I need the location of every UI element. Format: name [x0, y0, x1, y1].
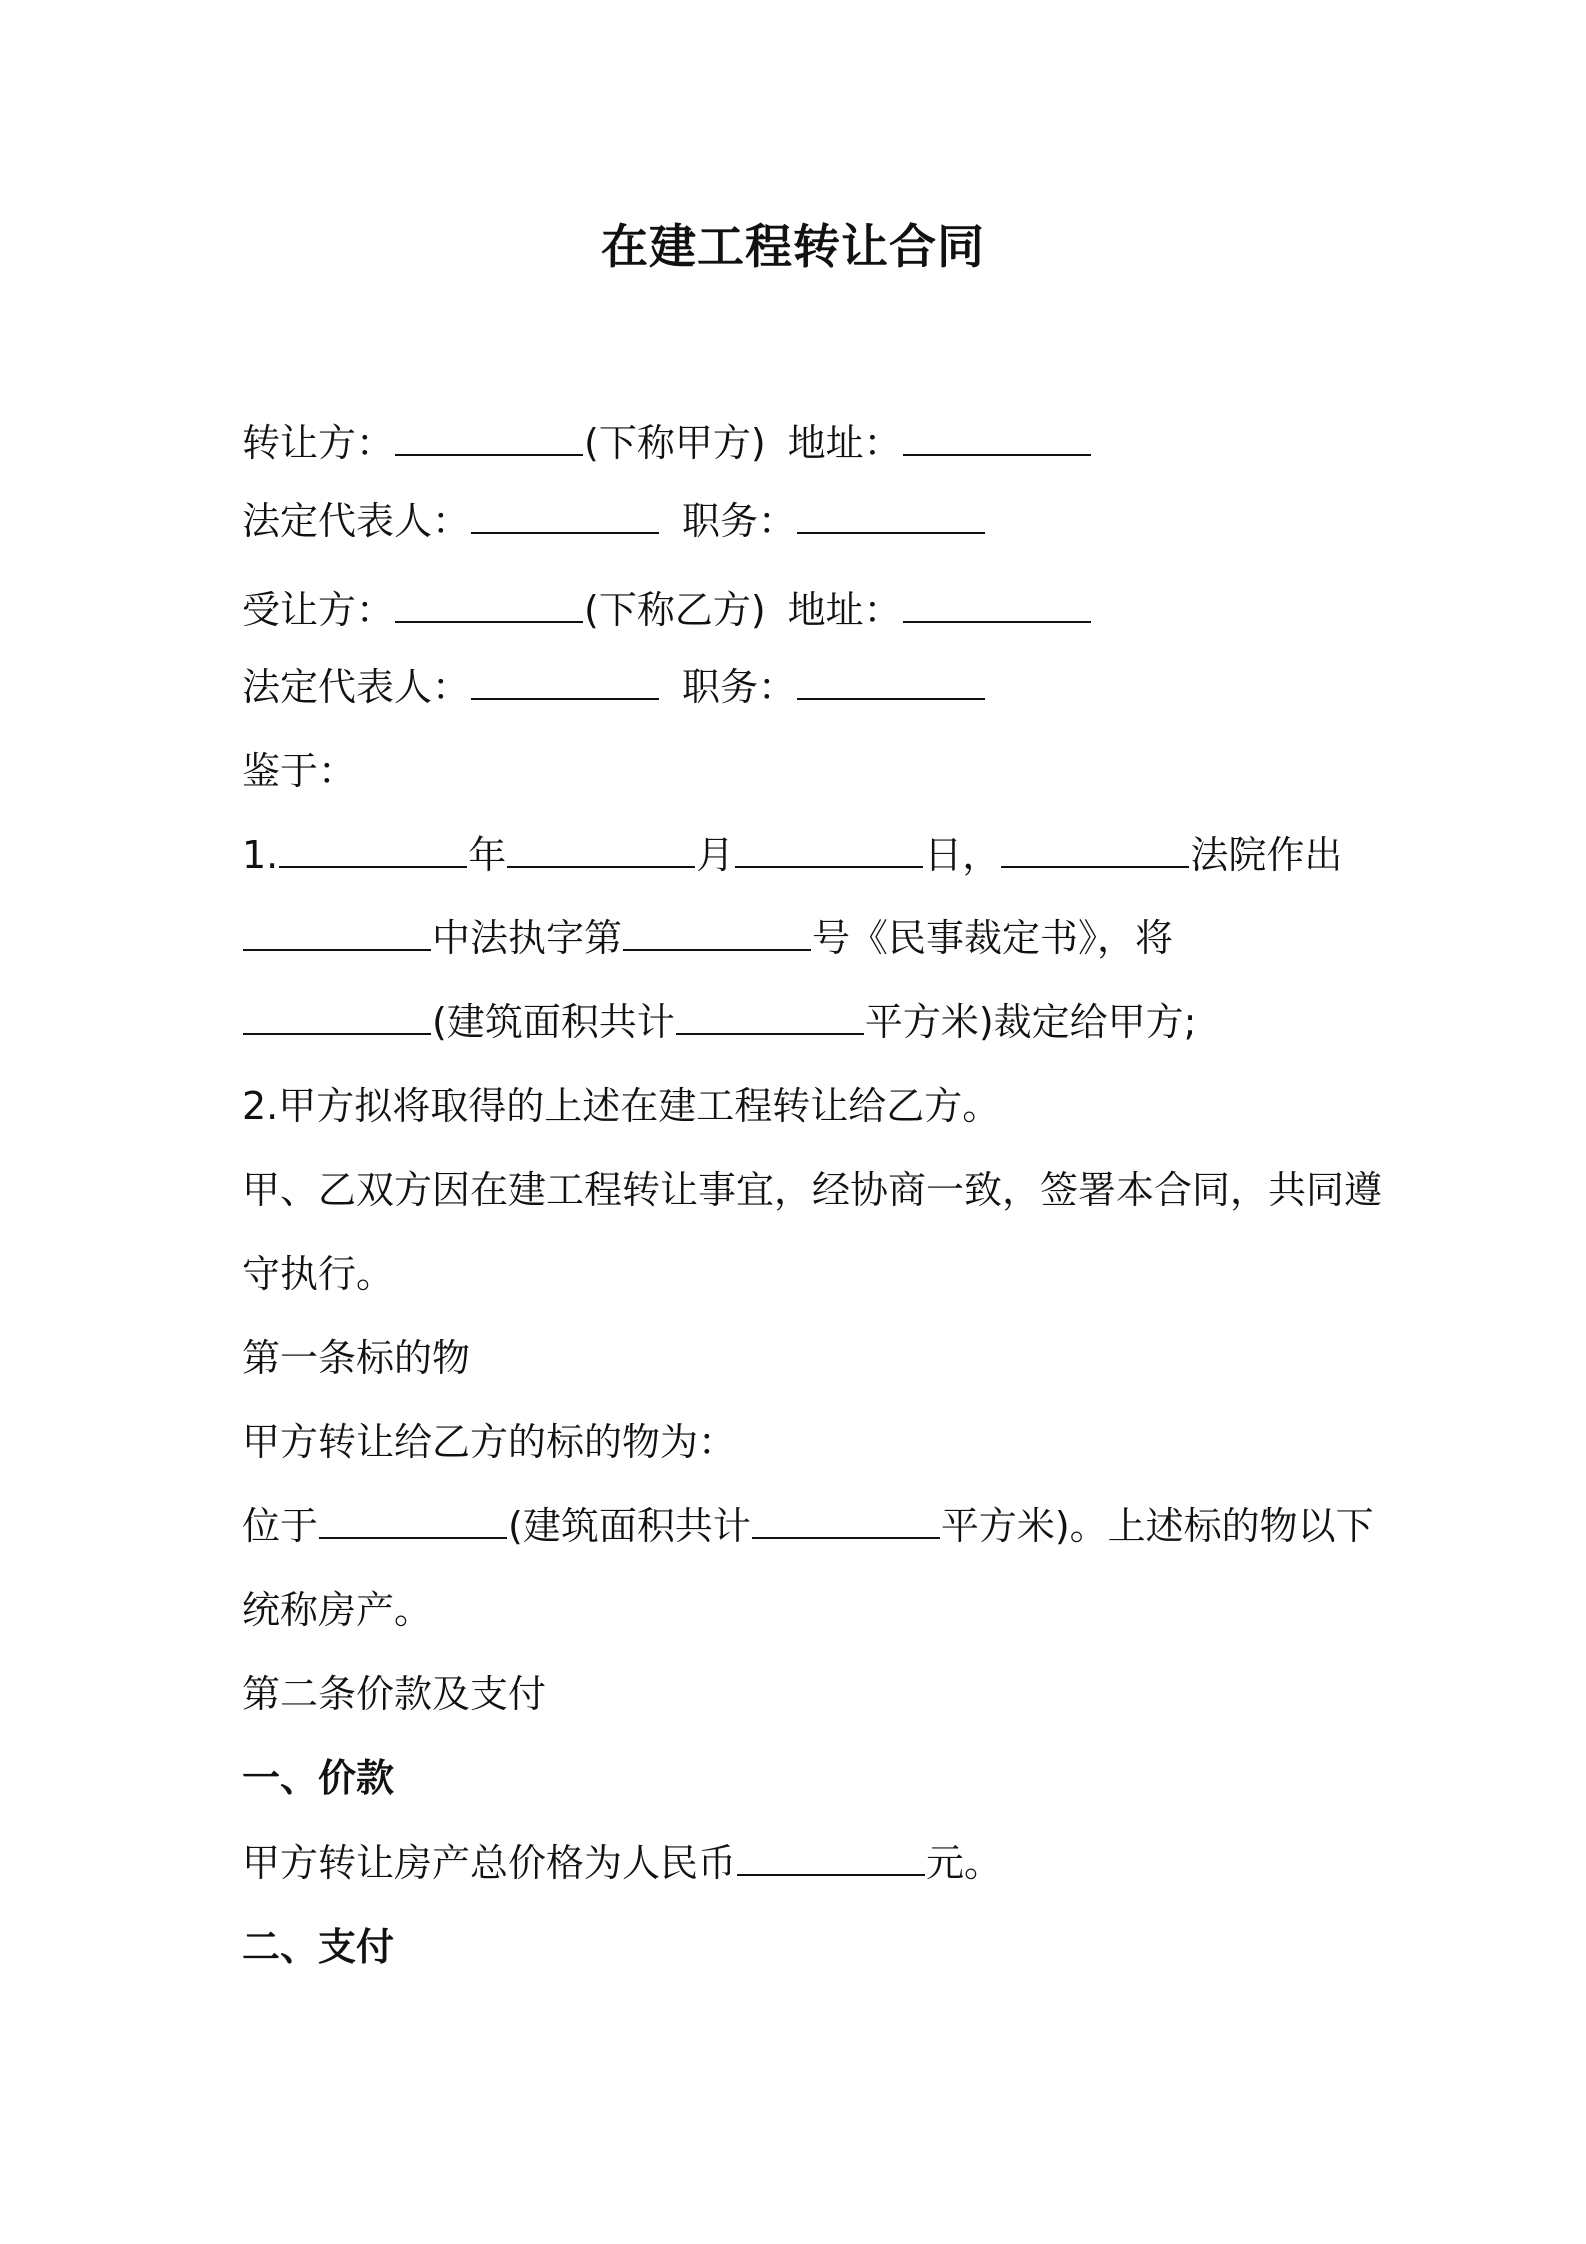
article-1-location-line	[242, 1501, 1374, 1551]
ruling-number-blank[interactable]	[623, 917, 811, 951]
party-a-address-label: 地址：	[787, 421, 902, 465]
price-unit: 元。	[926, 1841, 1003, 1885]
party-a-alias: (下称甲方)	[584, 421, 766, 465]
court-blank[interactable]	[1001, 834, 1189, 868]
recital-1-line-3	[242, 997, 1196, 1047]
party-a-line	[242, 418, 1092, 468]
price-line	[242, 1838, 1002, 1888]
month-label: 月	[696, 833, 735, 877]
party-a-rep-blank[interactable]	[471, 500, 659, 534]
payment-heading: 二、支付	[242, 1925, 395, 1969]
price-text: 甲方转让房产总价格为人民币	[242, 1841, 737, 1885]
party-b-rep-label: 法定代表人：	[242, 665, 471, 709]
party-a-rep-label: 法定代表人：	[242, 499, 471, 543]
party-b-line	[242, 585, 1092, 635]
party-b-position-blank[interactable]	[797, 666, 985, 700]
party-a-rep-line	[242, 496, 986, 546]
court-label: 法院作出	[1190, 833, 1343, 877]
year-blank[interactable]	[279, 834, 467, 868]
party-a-address-blank[interactable]	[903, 422, 1091, 456]
price-blank[interactable]	[737, 1842, 925, 1876]
party-b-alias: (下称乙方)	[584, 588, 766, 632]
article-1-cont: 统称房产。	[242, 1588, 433, 1632]
recital-1-line-2	[242, 913, 1173, 963]
recital-1-prefix: 1.	[242, 833, 279, 877]
ruling-mid-label: 中法执字第	[432, 916, 623, 960]
price-heading: 一、价款	[242, 1756, 395, 1800]
location-blank[interactable]	[319, 1505, 507, 1539]
article-1-heading: 第一条标的物	[242, 1336, 471, 1380]
ruling-court-blank[interactable]	[243, 917, 431, 951]
year-label: 年	[468, 833, 507, 877]
party-a-position-blank[interactable]	[797, 500, 985, 534]
party-b-rep-line	[242, 662, 986, 712]
whereas-line: 鉴于：	[242, 749, 357, 793]
ruling-end-label: 号《民事裁定书》，将	[812, 916, 1174, 960]
area-open-label: (建筑面积共计	[432, 1000, 675, 1044]
party-b-address-blank[interactable]	[903, 589, 1091, 623]
document-title: 在建工程转让合同	[601, 220, 985, 275]
party-a-position-label: 职务：	[682, 499, 797, 543]
party-b-name-blank[interactable]	[395, 589, 583, 623]
party-a-name-blank[interactable]	[395, 422, 583, 456]
agreement-line-2: 守执行。	[242, 1252, 395, 1296]
agreement-line-1: 甲、乙双方因在建工程转让事宜，经协商一致，签署本合同，共同遵	[242, 1168, 1383, 1212]
article-1-area-close: 平方米)。上述标的物以下	[940, 1504, 1374, 1548]
area-blank[interactable]	[676, 1001, 864, 1035]
article-1-intro: 甲方转让给乙方的标的物为：	[242, 1420, 737, 1464]
article-1-area-blank[interactable]	[752, 1505, 940, 1539]
day-blank[interactable]	[735, 834, 923, 868]
month-blank[interactable]	[507, 834, 695, 868]
party-b-rep-blank[interactable]	[471, 666, 659, 700]
recital-1-line-1	[242, 830, 1342, 880]
party-b-position-label: 职务：	[682, 665, 797, 709]
party-a-label: 转让方：	[242, 421, 395, 465]
area-close-label: 平方米)裁定给甲方;	[864, 1000, 1197, 1044]
party-b-address-label: 地址：	[787, 588, 902, 632]
party-b-label: 受让方：	[242, 588, 395, 632]
recital-2-line: 2.甲方拟将取得的上述在建工程转让给乙方。	[242, 1084, 1001, 1128]
article-1-area-open: (建筑面积共计	[508, 1504, 751, 1548]
day-label: 日，	[924, 833, 1001, 877]
property-blank[interactable]	[243, 1001, 431, 1035]
location-prefix: 位于	[242, 1504, 319, 1548]
article-2-heading: 第二条价款及支付	[242, 1672, 547, 1716]
